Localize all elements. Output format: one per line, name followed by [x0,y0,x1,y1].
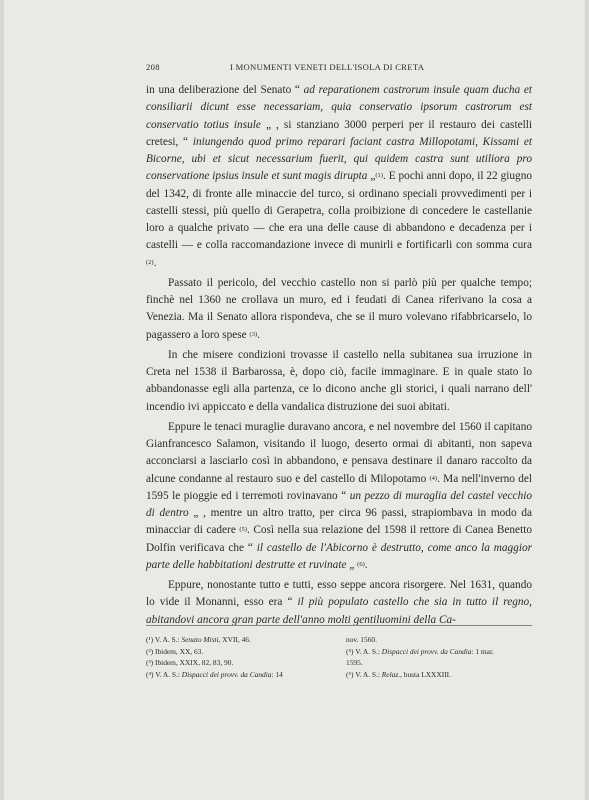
paragraph-2: Passato il pericolo, del vecchio castello non si parlò più per qualche tempo; finchè nel 1360 ne crollava un muro, ed i feudati di Canea riferivano la cosa a Venezia. Ma il Senato allora rispondeva, che se il muro volevano rifabbricarselo, lo pagassero a loro spese $^{(3)}$. [146,276,532,341]
scan-edge-left [0,0,4,800]
footnote: (³) Ibidem, XXIX, 82, 83, 90. [146,658,234,668]
paragraph-3: In che misere condizioni trovasse il castello nella subitanea sua irruzione in Creta nel 1538 il Barbarossa, è, dopo ciò, facile immaginare. E in quale stato lo abbandonasse egli alla partenza, ce lo dicono anche gli storici, i quali narrano dell' incendio ivi appiccato e della vandalica distruzione dei suoi abitati. [146,348,532,413]
body-text [146,82,532,629]
footnote: (²) Ibidem, XX, 63. [146,646,204,656]
footnote: nov. 1560. [346,635,377,644]
book-page [146,62,532,629]
footnote-column-right [346,634,532,680]
footnote: (⁴) V. A. S.: Dispacci dei provv. da Candia: 14 [146,669,283,679]
footnote: (⁵) V. A. S.: Dispacci dei provv. da Candia: 1 mar. [346,646,494,656]
paragraph-4: Eppure le tenaci muraglie duravano ancora, e nel novembre del 1560 il capitano Gianfrancesco Salamon, visitando il luogo, deserto ormai di abitanti, non sapeva acconciarsi a lasciarlo così in abbandono, e pensava destinare il danaro raccolto da alcune condanne al restauro suo e del castello di Milopotamo $^{(4)}$. Ma nell'inverno del 1595 le pioggie ed i terremoti rovinavano “ un pezzo di muraglia del castel vecchio di dentro „ , mentre un altro tratto, per circa 96 passi, strapiombava in modo da minacciar di cadere $^{(5)}$. Così nella sua relazione del 1598 il rettore di Canea Benetto Dolfin verificava che “ il castello de l'Abicorno è destrutto, come anco la maggior parte delle habbitationi destrutte et ruvinate „ $^{(6)}$. [146,420,533,571]
page-header [146,62,532,82]
footnote: (¹) V. A. S.: Senato Misti, XVII, 46. [146,635,251,644]
paragraph-1: in una deliberazione del Senato “ ad reparationem castrorum insule quam ducha et consiliarii dicunt esse necessariam, quia conservatio ipsorum castrorum est conservatio totius insule „ , si stanziano 3000 perperi per il restauro dei castelli cretesi, “ iniungendo quod primo reparari faciant castra Millopotami, Kissami et Bicorne, ubi et sicut necessarium fuerit, qui quidem castra sunt utiliora pro conservatione ipsius insule et sunt magis dirupta „$^{(1)}$. E pochi anni dopo, il 22 giugno del 1342, di fronte alle minaccie del turco, si ordinano speciali provvedimenti per i castelli stessi, più quello di Gerapetra, colla proibizione di concedere le castellanie loro a qualche privato — che era una delle cause di abbandono e decadenza per i castelli — e colla raccomandazione invece di munirli e fortificarli con somma cura $^{(2)}$. [146,84,533,269]
footnote-column-left [146,634,332,680]
footnote: (⁶) V. A. S.: Relaz., busta LXXXIII. [346,669,451,679]
scan-edge-right [585,0,589,800]
page-number: 208 [146,62,160,72]
footnote: 1595. [346,658,363,668]
running-title: I MONUMENTI VENETI DELL'ISOLA DI CRETA [230,62,425,72]
paragraph-5: Eppure, nonostante tutto e tutti, esso seppe ancora risorgere. Nel 1631, quando lo vide il Monanni, esso era “ il più populato castello che sia in tutto il regno, abitandovi ancora gran parte dell'anno molti gentiluomini della Ca- [146,579,532,626]
footnotes [146,625,532,680]
